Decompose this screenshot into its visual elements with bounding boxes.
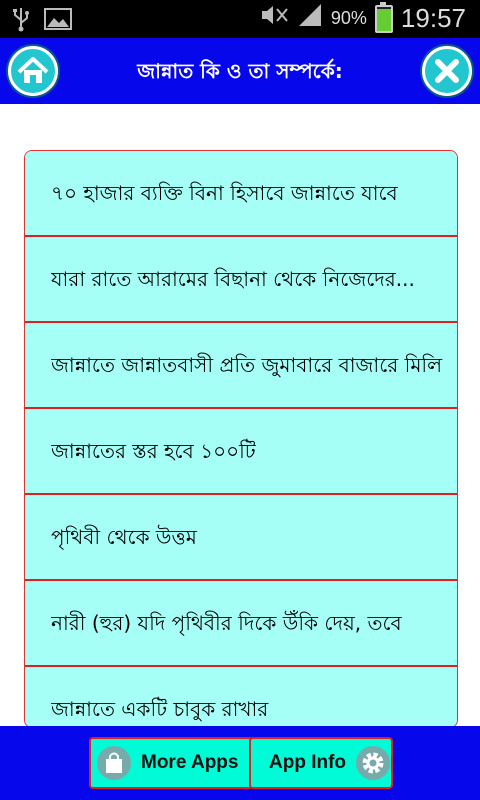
list-item[interactable]: [25, 323, 457, 409]
more-apps-button[interactable]: [89, 737, 253, 789]
list-item-label: জান্নাতের স্তর হবে ১০০টি: [51, 439, 256, 463]
app-info-button[interactable]: [249, 737, 393, 789]
home-button[interactable]: [8, 46, 58, 96]
list-item-label: পৃথিবী থেকে উত্তম: [51, 525, 197, 549]
more-apps-label: More Apps: [141, 752, 239, 773]
status-bar: [0, 0, 480, 38]
topic-list: [24, 150, 458, 728]
mute-icon: [259, 3, 289, 34]
list-item-label: যারা রাতে আরামের বিছানা থেকে নিজেদের...: [51, 267, 415, 291]
list-item[interactable]: [25, 495, 457, 581]
list-item[interactable]: [25, 237, 457, 323]
list-item[interactable]: [25, 667, 457, 728]
clock: 19:57: [400, 3, 466, 33]
gear-icon: [356, 746, 390, 780]
image-icon: [44, 7, 72, 38]
list-item-label: জান্নাতে একটি চাবুক রাখার: [51, 697, 269, 721]
home-icon: [11, 49, 55, 93]
list-item-label: ৭০ হাজার ব্যক্তি বিনা হিসাবে জান্নাতে যাবে: [51, 181, 398, 205]
signal-icon: [297, 2, 323, 35]
battery-charging-icon: [375, 5, 393, 33]
battery-percent: 90%: [330, 8, 367, 28]
page-title: জান্নাত কি ও তা সম্পর্কে:: [137, 59, 343, 83]
close-icon: [425, 49, 469, 93]
usb-icon: [12, 6, 30, 39]
list-item[interactable]: [25, 581, 457, 667]
shopping-bag-icon: [97, 746, 131, 780]
list-item[interactable]: [25, 151, 457, 237]
app-info-label: App Info: [269, 752, 347, 773]
list-item-label: নারী (হুর) যদি পৃথিবীর দিকে উঁকি দেয়, তবে: [51, 611, 402, 635]
close-button[interactable]: [422, 46, 472, 96]
list-item-label: জান্নাতে জান্নাতবাসী প্রতি জুমাবারে বাজারে মিলি: [51, 353, 443, 377]
bottom-bar: [0, 726, 480, 800]
list-item[interactable]: [25, 409, 457, 495]
app-header: [0, 38, 480, 104]
